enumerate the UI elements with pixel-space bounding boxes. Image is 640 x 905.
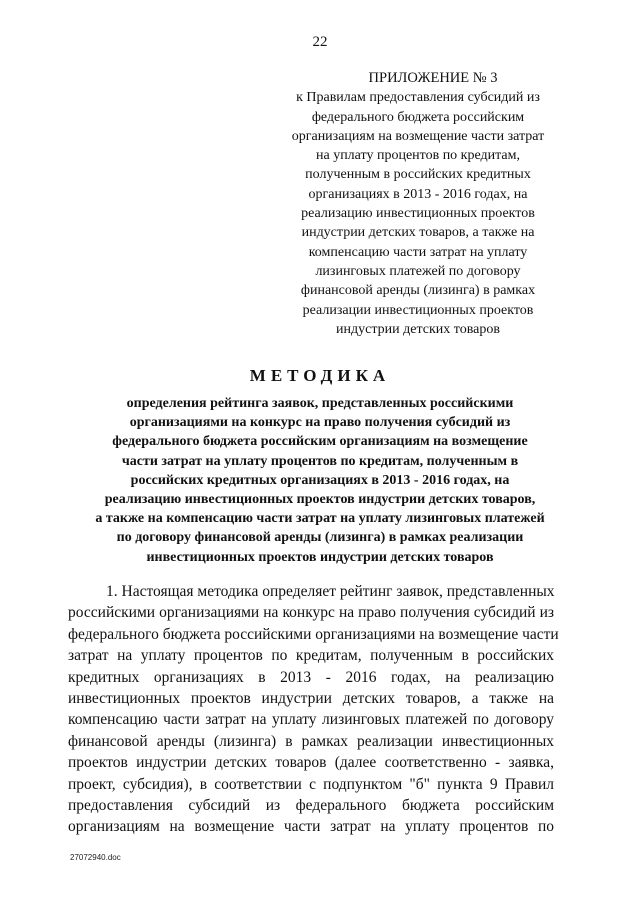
subtitle-line: части затрат на уплату процентов по кредитам, полученным в [121, 453, 519, 469]
appendix-line: реализации инвестиционных проектов [302, 302, 534, 318]
paragraph-line: проектов индустрии детских товаров (далее соответственно - заявка, [68, 754, 554, 772]
subtitle-line: организациями на конкурс на право получения субсидий из [129, 415, 511, 431]
appendix-line: организациям на возмещение части затрат [291, 128, 545, 144]
appendix-line: индустрии детских товаров [336, 321, 500, 337]
paragraph-line: инвестиционных проектов индустрии детских товаров, а также на [68, 690, 554, 708]
appendix-line: финансовой аренды (лизинга) в рамках [300, 283, 536, 299]
paragraph-line: финансовой аренды (лизинга) в рамках реализации инвестиционных [68, 732, 554, 750]
appendix-line: индустрии детских товаров, а также на [301, 225, 535, 241]
subtitle-line: федерального бюджета российским организациям на возмещение [112, 434, 528, 450]
paragraph-line: российскими организациями на конкурс на право получения субсидий из [68, 604, 554, 622]
paragraph-line: проект, субсидия), в соответствии с подпунктом "б" пункта 9 Правил [68, 775, 554, 793]
paragraph-line: кредитных организациях в 2013 - 2016 годах, на реализацию [68, 668, 554, 686]
paragraph-line: компенсацию части затрат на уплату лизинговых платежей по договору [68, 711, 554, 729]
appendix-line: федерального бюджета российским [311, 109, 525, 125]
methodology-title: МЕТОДИКА [249, 366, 391, 385]
appendix-title: ПРИЛОЖЕНИЕ № 3 [368, 70, 498, 86]
appendix-line: лизинговых платежей по договору [315, 263, 521, 279]
subtitle-line: по договору финансовой аренды (лизинга) в рамках реализации [116, 530, 524, 546]
subtitle-line: реализацию инвестиционных проектов индустрии детских товаров, [104, 492, 536, 508]
appendix-line: к Правилам предоставления субсидий из [296, 90, 540, 106]
document-code: 27072940.doc [70, 853, 121, 862]
methodology-subtitle [70, 394, 570, 567]
subtitle-line: а также на компенсацию части затрат на уплату лизинговых платежей [95, 511, 545, 527]
subtitle-line: российских кредитных организациях в 2013 - 2016 годах, на [130, 472, 510, 488]
paragraph-line: предоставления субсидий из федерального бюджета российским [68, 797, 554, 815]
appendix-line: полученным в российских кредитных [305, 167, 531, 183]
paragraph-line: организациям на возмещение части затрат на уплату процентов по [68, 818, 554, 836]
subtitle-line: инвестиционных проектов индустрии детских товаров [146, 549, 494, 565]
paragraph-line: затрат на уплату процентов по кредитам, полученным в российских [68, 647, 554, 665]
subtitle-line: определения рейтинга заявок, представленных российскими [126, 396, 514, 411]
appendix-line: на уплату процентов по кредитам, [315, 148, 520, 164]
appendix-line: реализацию инвестиционных проектов [301, 206, 535, 222]
appendix-block [268, 69, 568, 339]
body-paragraph [68, 581, 559, 838]
paragraph-line: 1. Настоящая методика определяет рейтинг заявок, представленных [106, 583, 555, 600]
appendix-line: организациях в 2013 - 2016 годах, на [308, 186, 528, 202]
page-number: 22 [312, 34, 328, 50]
appendix-line: компенсацию части затрат на уплату [308, 244, 528, 260]
paragraph-line: федерального бюджета российскими организациями на возмещение части [68, 625, 559, 643]
